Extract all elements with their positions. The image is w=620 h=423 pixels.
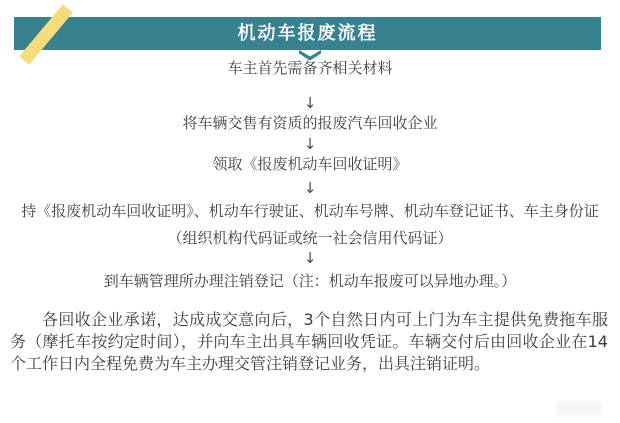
page-title: 机动车报废流程 — [237, 22, 378, 44]
watermark-smudge — [556, 402, 602, 415]
flow-step-1: 车主首先需备齐相关材料 — [227, 59, 393, 77]
down-arrow-icon: ↓ — [303, 135, 317, 153]
down-arrow-icon: ↓ — [303, 94, 317, 112]
down-arrow-icon: ↓ — [303, 179, 317, 197]
flow-step-3: 领取《报废机动车回收证明》 — [212, 155, 408, 173]
flow-step-4 — [0, 198, 620, 252]
flow-step-4-line-1: 持《报废机动车回收证明》、机动车行驶证、机动车号牌、机动车登记证书、车主身份证 — [21, 202, 599, 220]
flow-step-4-line-2: （组织机构代码证或统一社会信用代码证） — [167, 229, 453, 247]
flowchart — [0, 50, 620, 375]
title-banner — [14, 17, 601, 50]
notes-paragraph: 各回收企业承诺，达成成交意向后，3个自然日内可上门为车主提供免费拖车服务（摩托车按约定时间），并向车主出具车辆回收凭证。车辆交付后由回收企业在14个工作日内全程免费为车主办理交管注销登记业务，出具注销证明。 — [10, 310, 608, 373]
flow-step-5: 到车辆管理所办理注销登记（注：机动车报废可以异地办理。） — [103, 272, 517, 290]
down-arrow-icon: ↓ — [303, 249, 317, 267]
flow-step-2: 将车辆交售有资质的报废汽车回收企业 — [182, 114, 438, 132]
